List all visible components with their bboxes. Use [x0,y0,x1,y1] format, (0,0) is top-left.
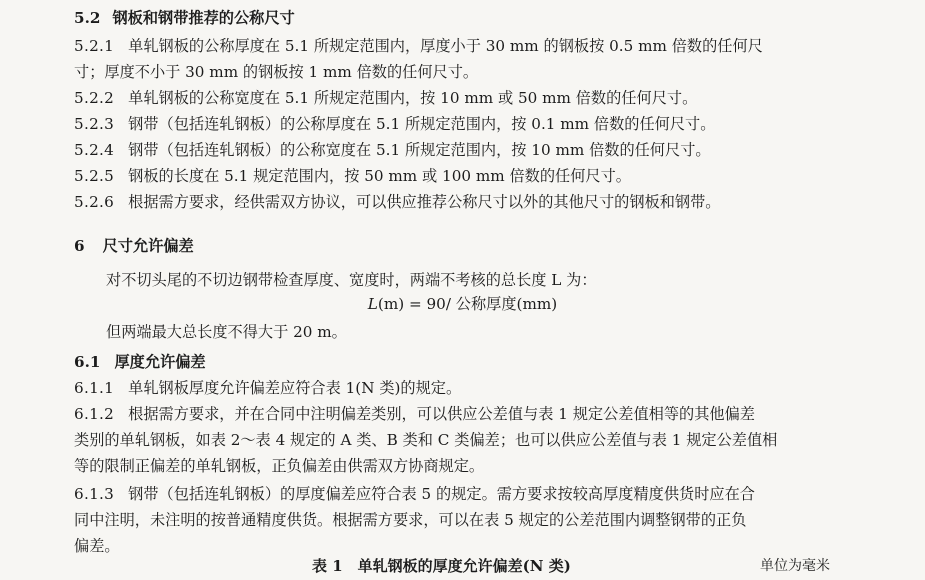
clause-6-1-2-continuation-1: 类别的单轧钢板，如表 2～表 4 规定的 A 类、B 类和 C 类偏差；也可以供应公差值与表 1 规定公差值相 [74,431,778,449]
clause-6-1-2 [74,404,755,424]
clause-number: 5.2.4 [74,141,115,159]
paragraph-6-intro: 对不切头尾的不切边钢带检查厚度、宽度时，两端不考核的总长度 L 为： [106,271,597,289]
section-title: 厚度允许偏差 [114,353,206,371]
clause-5-2-1 [74,36,763,56]
section-number: 6 [74,237,85,255]
clause-6-1-3-continuation-2: 偏差。 [74,537,120,555]
clause-5-2-5 [74,166,631,186]
section-heading-6 [74,236,194,256]
clause-text: 单轧钢板的公称厚度在 5.1 所规定范围内，厚度小于 30 mm 的钢板按 0.5 mm 倍数的任何尺 [128,37,763,55]
clause-text: 根据需方要求，经供需双方协议，可以供应推荐公称尺寸以外的其他尺寸的钢板和钢带。 [128,193,721,211]
clause-number: 6.1.2 [74,405,115,423]
clause-5-2-6 [74,192,720,212]
section-title: 尺寸允许偏差 [102,237,194,255]
clause-6-1-2-continuation-2: 等的限制正偏差的单轧钢板，正负偏差由供需双方协商规定。 [74,457,485,475]
section-number: 5.2 [74,9,101,27]
clause-number: 6.1.3 [74,485,115,503]
clause-text: 单轧钢板厚度允许偏差应符合表 1(N 类)的规定。 [128,379,462,397]
section-heading-5-2 [74,8,295,28]
table-1-caption: 表 1 单轧钢板的厚度允许偏差(N 类) [312,557,571,575]
clause-5-2-3 [74,114,715,134]
formula [0,294,925,314]
clause-number: 5.2.2 [74,89,115,107]
formula-symbol: L [367,295,378,313]
table-1-unit: 单位为毫米 [760,558,830,574]
clause-text: 根据需方要求，并在合同中注明偏差类别，可以供应公差值与表 1 规定公差值相等的其他偏差 [128,405,755,423]
clause-text: 钢带（包括连轧钢板）的公称厚度在 5.1 所规定范围内，按 0.1 mm 倍数的任何尺寸。 [128,115,716,133]
clause-5-2-4 [74,140,711,160]
clause-5-2-1-continuation: 寸；厚度不小于 30 mm 的钢板按 1 mm 倍数的任何尺寸。 [74,63,479,81]
section-heading-6-1 [74,352,206,372]
clause-text: 钢带（包括连轧钢板）的公称宽度在 5.1 所规定范围内，按 10 mm 倍数的任何尺寸。 [128,141,711,159]
clause-text: 单轧钢板的公称宽度在 5.1 所规定范围内，按 10 mm 或 50 mm 倍数的任何尺寸。 [128,89,698,107]
section-number: 6.1 [74,353,101,371]
clause-number: 6.1.1 [74,379,115,397]
formula-expression: (m) = 90/ 公称厚度(mm) [377,295,558,313]
section-title: 钢板和钢带推荐的公称尺寸 [112,9,295,27]
clause-text: 钢板的长度在 5.1 规定范围内，按 50 mm 或 100 mm 倍数的任何尺寸。 [128,167,631,185]
clause-number: 5.2.5 [74,167,115,185]
clause-text: 钢带（包括连轧钢板）的厚度偏差应符合表 5 的规定。需方要求按较高厚度精度供货时应在合 [128,485,755,503]
clause-number: 5.2.1 [74,37,115,55]
clause-6-1-3 [74,484,755,504]
clause-5-2-2 [74,88,697,108]
clause-6-1-3-continuation-1: 同中注明，未注明的按普通精度供货。根据需方要求，可以在表 5 规定的公差范围内调整钢带的正负 [74,511,747,529]
clause-6-1-1 [74,378,461,398]
paragraph-6-max-length: 但两端最大总长度不得大于 20 m。 [106,323,347,341]
clause-number: 5.2.3 [74,115,115,133]
clause-number: 5.2.6 [74,193,115,211]
